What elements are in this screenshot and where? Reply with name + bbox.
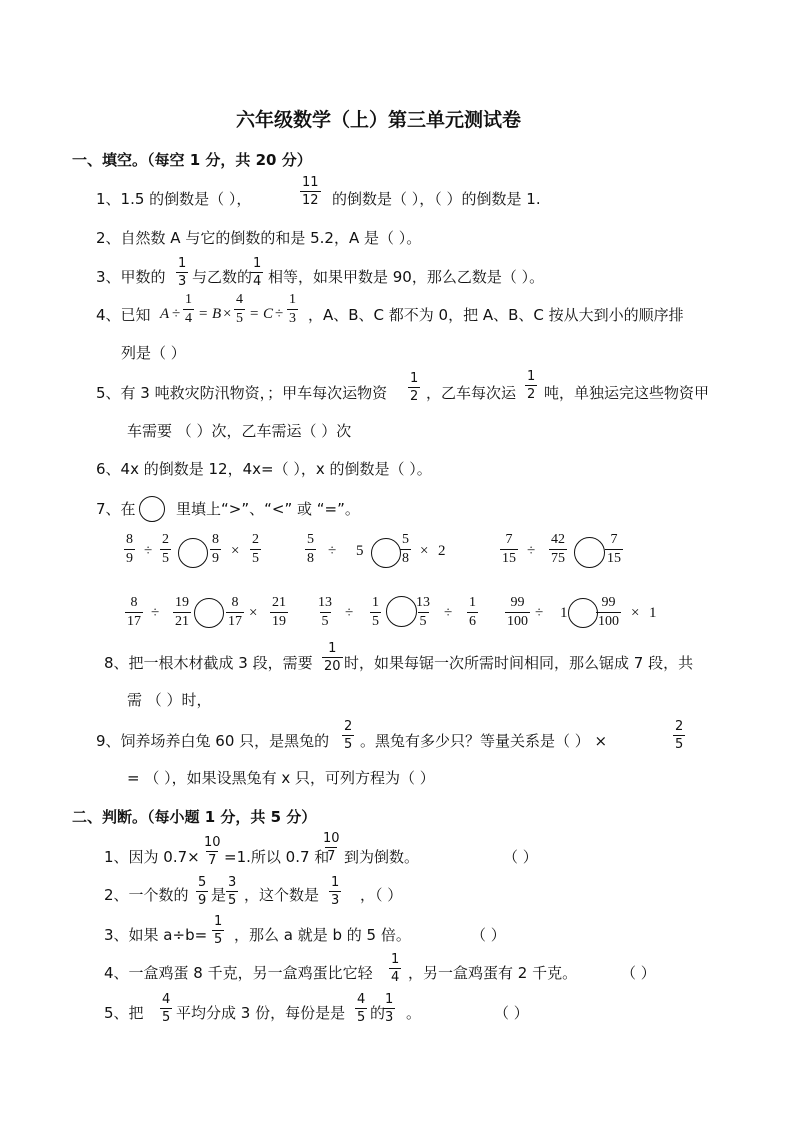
compare-circle[interactable] — [574, 537, 605, 568]
fraction: $\frac{1}{4}$ — [185, 292, 192, 326]
judge-1-text-b: =1.所以 0.7 和 — [224, 848, 330, 866]
variable-a: A — [160, 306, 170, 322]
fraction: $\frac{1}{20}$ — [324, 641, 341, 674]
question-2: 2、自然数 A 与它的倒数的和是 5.2，A 是（ ）。 — [96, 229, 422, 247]
fraction: $\frac{7}{15}$ — [502, 532, 516, 566]
fraction: $\frac{1}{4}$ — [391, 952, 400, 985]
fraction: $\frac{5}{8}$ — [402, 532, 409, 566]
fraction: $\frac{1}{2}$ — [410, 371, 419, 404]
fraction: $\frac{1}{3}$ — [178, 256, 187, 289]
variable-c: C — [263, 306, 274, 322]
fraction: $\frac{2}{5}$ — [252, 532, 259, 566]
answer-paren[interactable]: （ ） — [503, 848, 538, 866]
fraction: $\frac{99}{100}$ — [598, 595, 619, 629]
fraction: $\frac{2}{5}$ — [675, 719, 684, 752]
fraction: $\frac{1}{5}$ — [214, 914, 223, 947]
fraction: $\frac{3}{5}$ — [228, 875, 237, 908]
answer-paren[interactable]: （ ） — [621, 964, 656, 982]
judge-3-text-b: ，那么 a 就是 b 的 5 倍。 — [234, 926, 411, 944]
fraction: $\frac{1}{5}$ — [372, 595, 379, 629]
divide-sign: ÷ — [275, 306, 284, 322]
compare-circle-icon — [139, 496, 165, 522]
divide-sign: ÷ — [172, 306, 181, 322]
question-3-text-c: 相等，如果甲数是 90，那么乙数是（ ）。 — [268, 268, 545, 286]
judge-1-text-c: 到为倒数。 — [344, 848, 420, 866]
question-7-text-b: 里填上“>”、“<” 或 “=”。 — [176, 500, 360, 518]
fraction: $\frac{2}{5}$ — [162, 532, 169, 566]
question-5-text-c: 吨，单独运完这些物资甲 — [544, 384, 710, 402]
fraction: $\frac{8}{9}$ — [126, 532, 133, 566]
times-sign: × — [231, 543, 240, 559]
divide-sign: ÷ — [144, 543, 153, 559]
question-1-text-a: 1、1.5 的倒数是（ ）， — [96, 190, 252, 208]
judge-5-text-b: 平均分成 3 份，每份是是 — [176, 1004, 346, 1022]
divide-sign: ÷ — [151, 605, 160, 621]
compare-circle[interactable] — [568, 598, 598, 628]
page-title: 六年级数学（上）第三单元测试卷 — [236, 109, 522, 131]
question-4-text-b: ，A、B、C 都不为 0，把 A、B、C 按从大到小的顺序排 — [308, 306, 684, 324]
judge-2-text-c: ，这个数是 — [244, 886, 320, 904]
question-4-text-c: 列是（ ） — [121, 344, 186, 362]
fraction: $\frac{1}{2}$ — [527, 369, 536, 402]
divide-sign: ÷ — [444, 605, 453, 621]
times-sign: × — [420, 543, 429, 559]
question-3-text-b: 与乙数的 — [192, 268, 253, 286]
question-5-text-a: 5、有 3 吨救灾防汛物资，；甲车每次运物资 — [96, 384, 388, 402]
fraction: $\frac{4}{5}$ — [357, 992, 366, 1025]
number: 1 — [649, 605, 657, 621]
fraction: $\frac{8}{9}$ — [212, 532, 219, 566]
fraction: $\frac{5}{9}$ — [198, 875, 207, 908]
fraction: $\frac{1}{3}$ — [331, 875, 340, 908]
number: 2 — [438, 543, 446, 559]
question-4-text-a: 4、已知 — [96, 306, 151, 324]
fraction: $\frac{8}{17}$ — [228, 595, 242, 629]
fraction: $\frac{1}{6}$ — [469, 595, 476, 629]
question-5-text-d: 车需要 （ ）次，乙车需运（ ）次 — [127, 422, 352, 440]
judge-2-text-a: 2、一个数的 — [104, 886, 189, 904]
fraction: $\frac{5}{8}$ — [307, 532, 314, 566]
fraction: $\frac{4}{5}$ — [236, 292, 243, 326]
judge-5-text-c: 的 — [370, 1004, 386, 1022]
equals-sign: = — [199, 306, 208, 322]
question-1-text-b: 的倒数是（ ），（ ）的倒数是 1. — [332, 190, 541, 208]
section-fill-in-heading: 一、填空。（每空 1 分，共 20 分） — [72, 151, 312, 169]
times-sign: × — [631, 605, 640, 621]
divide-sign: ÷ — [328, 543, 337, 559]
fraction: $\frac{1}{3}$ — [385, 992, 394, 1025]
judge-5-text-d: 。 — [406, 1004, 422, 1022]
judge-2-text-b: 是 — [211, 886, 227, 904]
judge-4-text-b: ，另一盒鸡蛋有 2 千克。 — [408, 964, 578, 982]
answer-paren[interactable]: （ ） — [494, 1004, 529, 1022]
fraction: $\frac{1}{3}$ — [289, 292, 296, 326]
fraction: $\frac{42}{75}$ — [551, 532, 565, 566]
number: 5 — [356, 543, 364, 559]
variable-b: B — [212, 306, 222, 322]
fraction: $\frac{13}{5}$ — [416, 595, 430, 629]
times-sign: × — [249, 605, 258, 621]
times-sign: × — [223, 306, 232, 322]
divide-sign: ÷ — [345, 605, 354, 621]
fraction: $\frac{99}{100}$ — [507, 595, 528, 629]
judge-4-text-a: 4、一盒鸡蛋 8 千克，另一盒鸡蛋比它轻 — [104, 964, 373, 982]
fraction: $\frac{19}{21}$ — [175, 595, 189, 629]
number: 1 — [560, 605, 568, 621]
compare-circle[interactable] — [194, 598, 224, 628]
fraction: $\frac{7}{15}$ — [607, 532, 621, 566]
fraction: $\frac{8}{17}$ — [127, 595, 141, 629]
question-9-text-c: = （ ），如果设黑兔有 x 只，可列方程为（ ） — [127, 769, 435, 787]
fraction: $\frac{4}{5}$ — [162, 992, 171, 1025]
question-5-text-b: ，乙车每次运 — [426, 384, 517, 402]
fraction: $\frac{2}{5}$ — [344, 719, 353, 752]
question-3-text-a: 3、甲数的 — [96, 268, 166, 286]
judge-5-text-a: 5、把 — [104, 1004, 144, 1022]
fraction: $\frac{10}{7}$ — [323, 831, 340, 864]
question-9-text-a: 9、饲养场养白兔 60 只，是黑兔的 — [96, 732, 330, 750]
question-6: 6、4x 的倒数是 12，4x=（ ），x 的倒数是（ ）。 — [96, 460, 432, 478]
answer-paren[interactable]: （ ） — [471, 926, 506, 944]
equals-sign: = — [250, 306, 259, 322]
question-8-text-b: 时，如果每锯一次所需时间相同，那么锯成 7 段，共 — [344, 654, 694, 672]
question-8-text-a: 8、把一根木材截成 3 段，需要 — [104, 654, 313, 672]
section-judge-heading: 二、判断。（每小题 1 分，共 5 分） — [72, 808, 317, 826]
question-9-text-b: 。黑兔有多少只？等量关系是（ ） × — [360, 732, 608, 750]
fraction: $\frac{13}{5}$ — [318, 595, 332, 629]
compare-circle[interactable] — [371, 538, 401, 568]
divide-sign: ÷ — [535, 605, 544, 621]
compare-circle[interactable] — [178, 538, 208, 568]
question-7-text-a: 7、在 — [96, 500, 136, 518]
fraction: $\frac{11}{12}$ — [302, 175, 319, 208]
fraction: $\frac{10}{7}$ — [204, 835, 221, 868]
judge-2-text-d: ，（ ） — [360, 886, 403, 904]
judge-3-text-a: 3、如果 a÷b= — [104, 926, 208, 944]
fraction: $\frac{1}{4}$ — [253, 256, 262, 289]
divide-sign: ÷ — [527, 543, 536, 559]
judge-1-text-a: 1、因为 0.7× — [104, 848, 200, 866]
question-8-text-c: 需 （ ）时， — [127, 691, 212, 709]
compare-circle[interactable] — [386, 596, 417, 627]
fraction: $\frac{21}{19}$ — [272, 595, 286, 629]
